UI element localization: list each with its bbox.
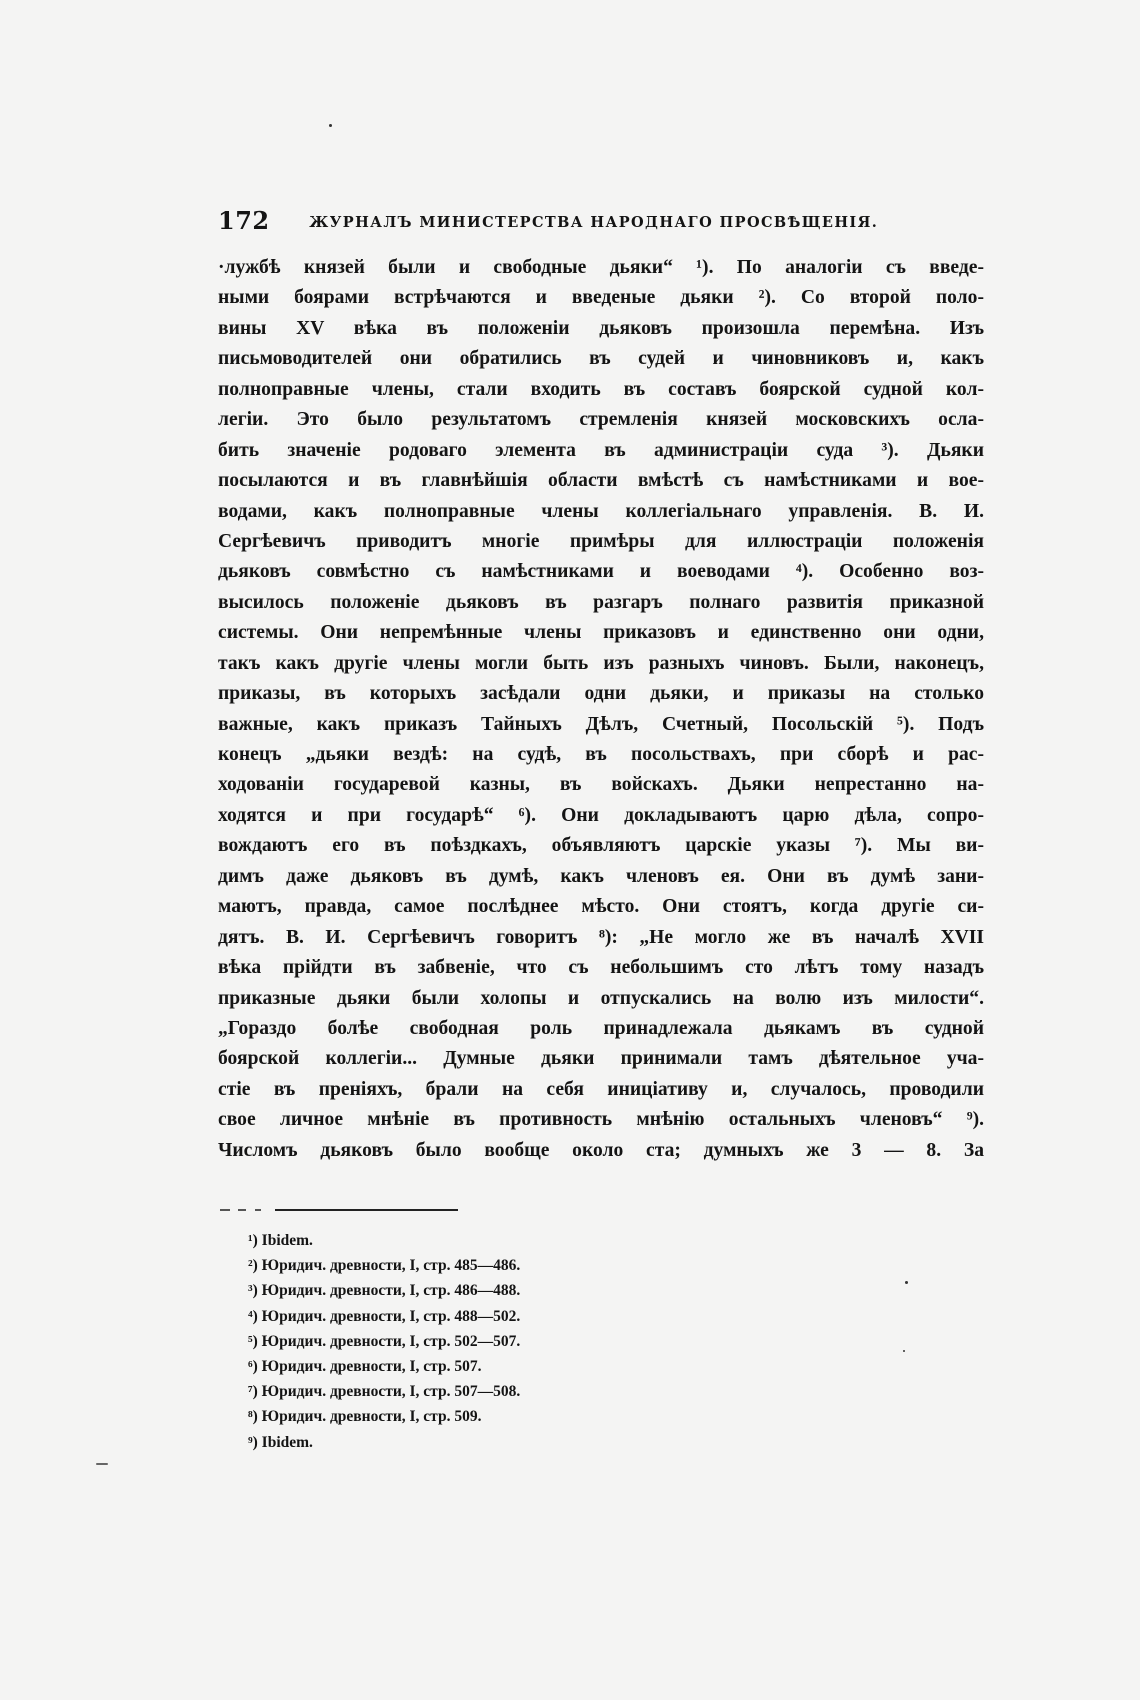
text-line: системы. Они непремѣнные члены приказовъ и единственно они одни,: [218, 622, 984, 644]
text-line: важные, какъ приказъ Тайныхъ Дѣлъ, Счетный, Посольскій ⁵). Подъ: [218, 713, 984, 735]
text-line: стіе въ преніяхъ, брали на себя иниціативу и, случалось, проводили: [218, 1078, 984, 1100]
text-line: вины XV вѣка въ положеніи дьяковъ произошла перемѣна. Изъ: [218, 317, 984, 339]
footnote: ⁵) Юридич. древности, I, стр. 502—507.: [248, 1332, 521, 1350]
footnote-rule-fragment: [255, 1209, 261, 1211]
scan-speck: [905, 1281, 908, 1284]
text-line: бить значеніе родоваго элемента въ администраціи суда ³). Дьяки: [218, 439, 984, 461]
footnotes: [248, 1228, 520, 1455]
text-line: полноправные члены, стали входить въ составъ боярской судной кол-: [218, 378, 984, 400]
text-line: Числомъ дьяковъ было вообще около ста; думныхъ же 3 — 8. За: [218, 1139, 984, 1161]
scan-speck: [96, 1463, 108, 1465]
text-line: маютъ, правда, самое послѣднее мѣсто. Они стоятъ, когда другіе си-: [218, 896, 984, 918]
text-line: приказные дьяки были холопы и отпускались на волю изъ милости“.: [218, 987, 984, 1009]
text-line: димъ даже дьяковъ въ думѣ, какъ членовъ ея. Они въ думѣ зани-: [218, 865, 984, 887]
footnote-rule: [275, 1209, 458, 1211]
running-title: ЖУРНАЛЪ МИНИСТЕРСТВА НАРОДНАГО ПРОСВѢЩЕНІЯ.: [309, 214, 879, 231]
footnote: ²) Юридич. древности, I, стр. 485—486.: [248, 1257, 521, 1275]
text-line: ходятся и при государѣ“ ⁶). Они докладываютъ царю дѣла, сопро-: [218, 804, 984, 826]
text-line: высилось положеніе дьяковъ въ разгаръ полнаго развитія приказной: [218, 591, 984, 613]
footnote: ⁹) Ibidem.: [248, 1433, 313, 1451]
text-line: Сергѣевичъ приводитъ многіе примѣры для иллюстраціи положенія: [218, 530, 984, 552]
footnote-rule-fragment: [220, 1209, 230, 1211]
page-number: 172: [218, 206, 270, 235]
text-line: дьяковъ совмѣстно съ намѣстниками и воеводами ⁴). Особенно воз-: [218, 561, 984, 583]
footnote: ⁶) Юридич. древности, I, стр. 507.: [248, 1358, 482, 1376]
text-line: вождаютъ его въ поѣздкахъ, объявляютъ царскіе указы ⁷). Мы ви-: [218, 835, 984, 857]
text-line: дятъ. В. И. Сергѣевичъ говоритъ ⁸): „Не могло же въ началѣ XVII: [218, 926, 984, 948]
text-line: посылаются и въ главнѣйшія области вмѣстѣ съ намѣстниками и вое-: [218, 470, 984, 492]
text-line: свое личное мнѣніе въ противность мнѣнію остальныхъ членовъ“ ⁹).: [218, 1109, 984, 1131]
footnote: ³) Юридич. древности, I, стр. 486—488.: [248, 1282, 521, 1300]
footnote: ⁴) Юридич. древности, I, стр. 488—502.: [248, 1307, 521, 1325]
footnote: ¹) Ibidem.: [248, 1232, 313, 1249]
text-line: ·лужбѣ князей были и свободные дьяки“ ¹). По аналогіи съ введе-: [218, 257, 984, 278]
text-line: боярской коллегіи... Думные дьяки принимали тамъ дѣятельное уча-: [218, 1048, 984, 1070]
text-line: ными боярами встрѣчаются и введеные дьяки ²). Со второй поло-: [218, 287, 984, 309]
text-line: вѣка прійдти въ забвеніе, что съ небольшимъ сто лѣтъ тому назадъ: [218, 957, 984, 979]
text-line: письмоводителей они обратились въ судей и чиновниковъ и, какъ: [218, 348, 984, 370]
text-line: „Гораздо болѣе свободная роль принадлежала дьякамъ въ судной: [218, 1017, 984, 1039]
text-line: конецъ „дьяки вездѣ: на судѣ, въ посольствахъ, при сборѣ и рас-: [218, 744, 984, 765]
footnote: ⁸) Юридич. древности, I, стр. 509.: [248, 1408, 482, 1426]
text-line: такъ какъ другіе члены могли быть изъ разныхъ чиновъ. Были, наконецъ,: [218, 652, 984, 674]
text-line: ходованіи государевой казны, въ войскахъ. Дьяки непрестанно на-: [218, 774, 984, 796]
text-line: водами, какъ полноправные члены коллегіальнаго управленія. В. И.: [218, 500, 984, 522]
scan-speck: [903, 1350, 905, 1352]
footnote-rule-fragment: [238, 1209, 246, 1211]
footnote: ⁷) Юридич. древности, I, стр. 507—508.: [248, 1383, 521, 1401]
text-line: приказы, въ которыхъ засѣдали одни дьяки, и приказы на столько: [218, 683, 984, 705]
main-text: [218, 253, 984, 1166]
text-line: легіи. Это было результатомъ стремленія князей московскихъ осла-: [218, 409, 984, 431]
page-header: [218, 206, 918, 235]
scan-speck: [329, 124, 332, 127]
